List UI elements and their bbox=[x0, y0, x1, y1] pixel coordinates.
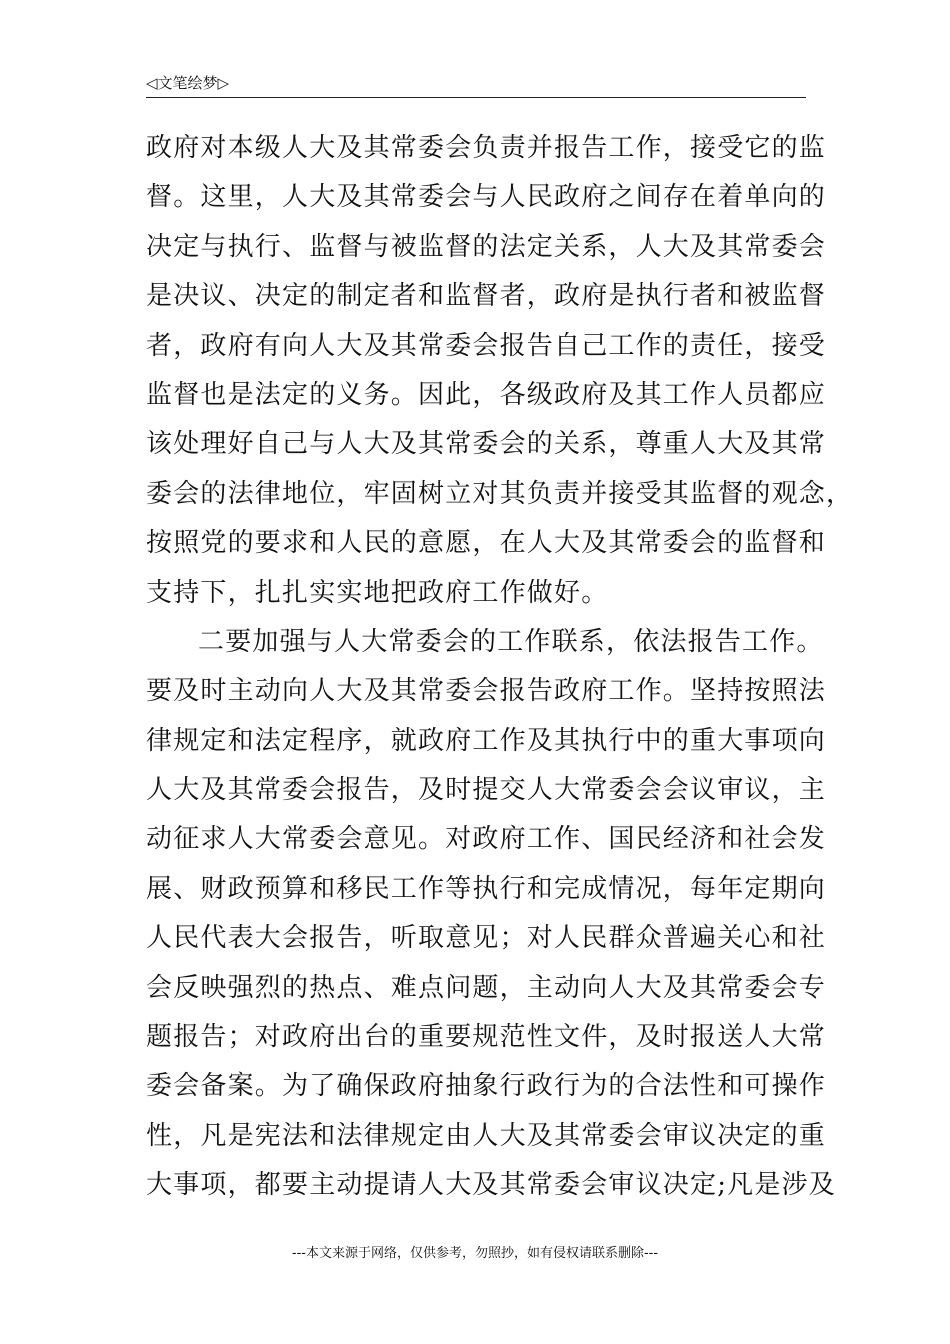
text-line: 委会备案。为了确保政府抽象行政行为的合法性和可操作 bbox=[146, 1071, 827, 1102]
page-footer-disclaimer: ---本文来源于网络，仅供参考，勿照抄，如有侵权请联系删除--- bbox=[291, 1246, 659, 1261]
text-line: 委会的法律地位，牢固树立对其负责并接受其监督的观念， bbox=[146, 478, 854, 509]
text-line: 该处理好自己与人大及其常委会的关系，尊重人大及其常 bbox=[146, 429, 827, 460]
text-line: 大事项，都要主动提请人大及其常委会审议决定;凡是涉及 bbox=[146, 1170, 836, 1201]
text-line: 动征求人大常委会意见。对政府工作、国民经济和社会发 bbox=[146, 824, 827, 855]
text-line: 人大及其常委会报告，及时提交人大常委会会议审议，主 bbox=[146, 775, 827, 806]
text-line: 督。这里，人大及其常委会与人民政府之间存在着单向的 bbox=[146, 182, 827, 213]
text-line: 律规定和法定程序，就政府工作及其执行中的重大事项向 bbox=[146, 725, 827, 756]
paragraph-first-line: 二要加强与人大常委会的工作联系，依法报告工作。 bbox=[198, 626, 824, 657]
text-line: 者，政府有向人大及其常委会报告自己工作的责任，接受 bbox=[146, 330, 827, 361]
text-line: 政府对本级人大及其常委会负责并报告工作，接受它的监 bbox=[146, 133, 827, 163]
text-line: 会反映强烈的热点、难点问题，主动向人大及其常委会专 bbox=[146, 972, 827, 1003]
text-line: 要及时主动向人大及其常委会报告政府工作。坚持按照法 bbox=[146, 676, 827, 707]
text-line: 题报告；对政府出台的重要规范性文件，及时报送人大常 bbox=[146, 1022, 827, 1053]
text-line: 决定与执行、监督与被监督的法定关系，人大及其常委会 bbox=[146, 231, 827, 262]
text-line: 性，凡是宪法和法律规定由人大及其常委会审议决定的重 bbox=[146, 1120, 827, 1151]
text-line: 展、财政预算和移民工作等执行和完成情况，每年定期向 bbox=[146, 873, 827, 904]
text-line: 是决议、决定的制定者和监督者，政府是执行者和被监督 bbox=[146, 281, 827, 312]
text-line: 按照党的要求和人民的意愿，在人大及其常委会的监督和 bbox=[146, 528, 827, 559]
text-line: 支持下，扎扎实实地把政府工作做好。 bbox=[146, 577, 609, 608]
text-line: 人民代表大会报告，听取意见；对人民群众普遍关心和社 bbox=[146, 923, 827, 954]
page-header bbox=[146, 72, 806, 98]
document-body bbox=[146, 124, 854, 1211]
header-title: ◁文笔绘梦▷ bbox=[146, 74, 230, 92]
text-line: 监督也是法定的义务。因此，各级政府及其工作人员都应 bbox=[146, 379, 827, 410]
